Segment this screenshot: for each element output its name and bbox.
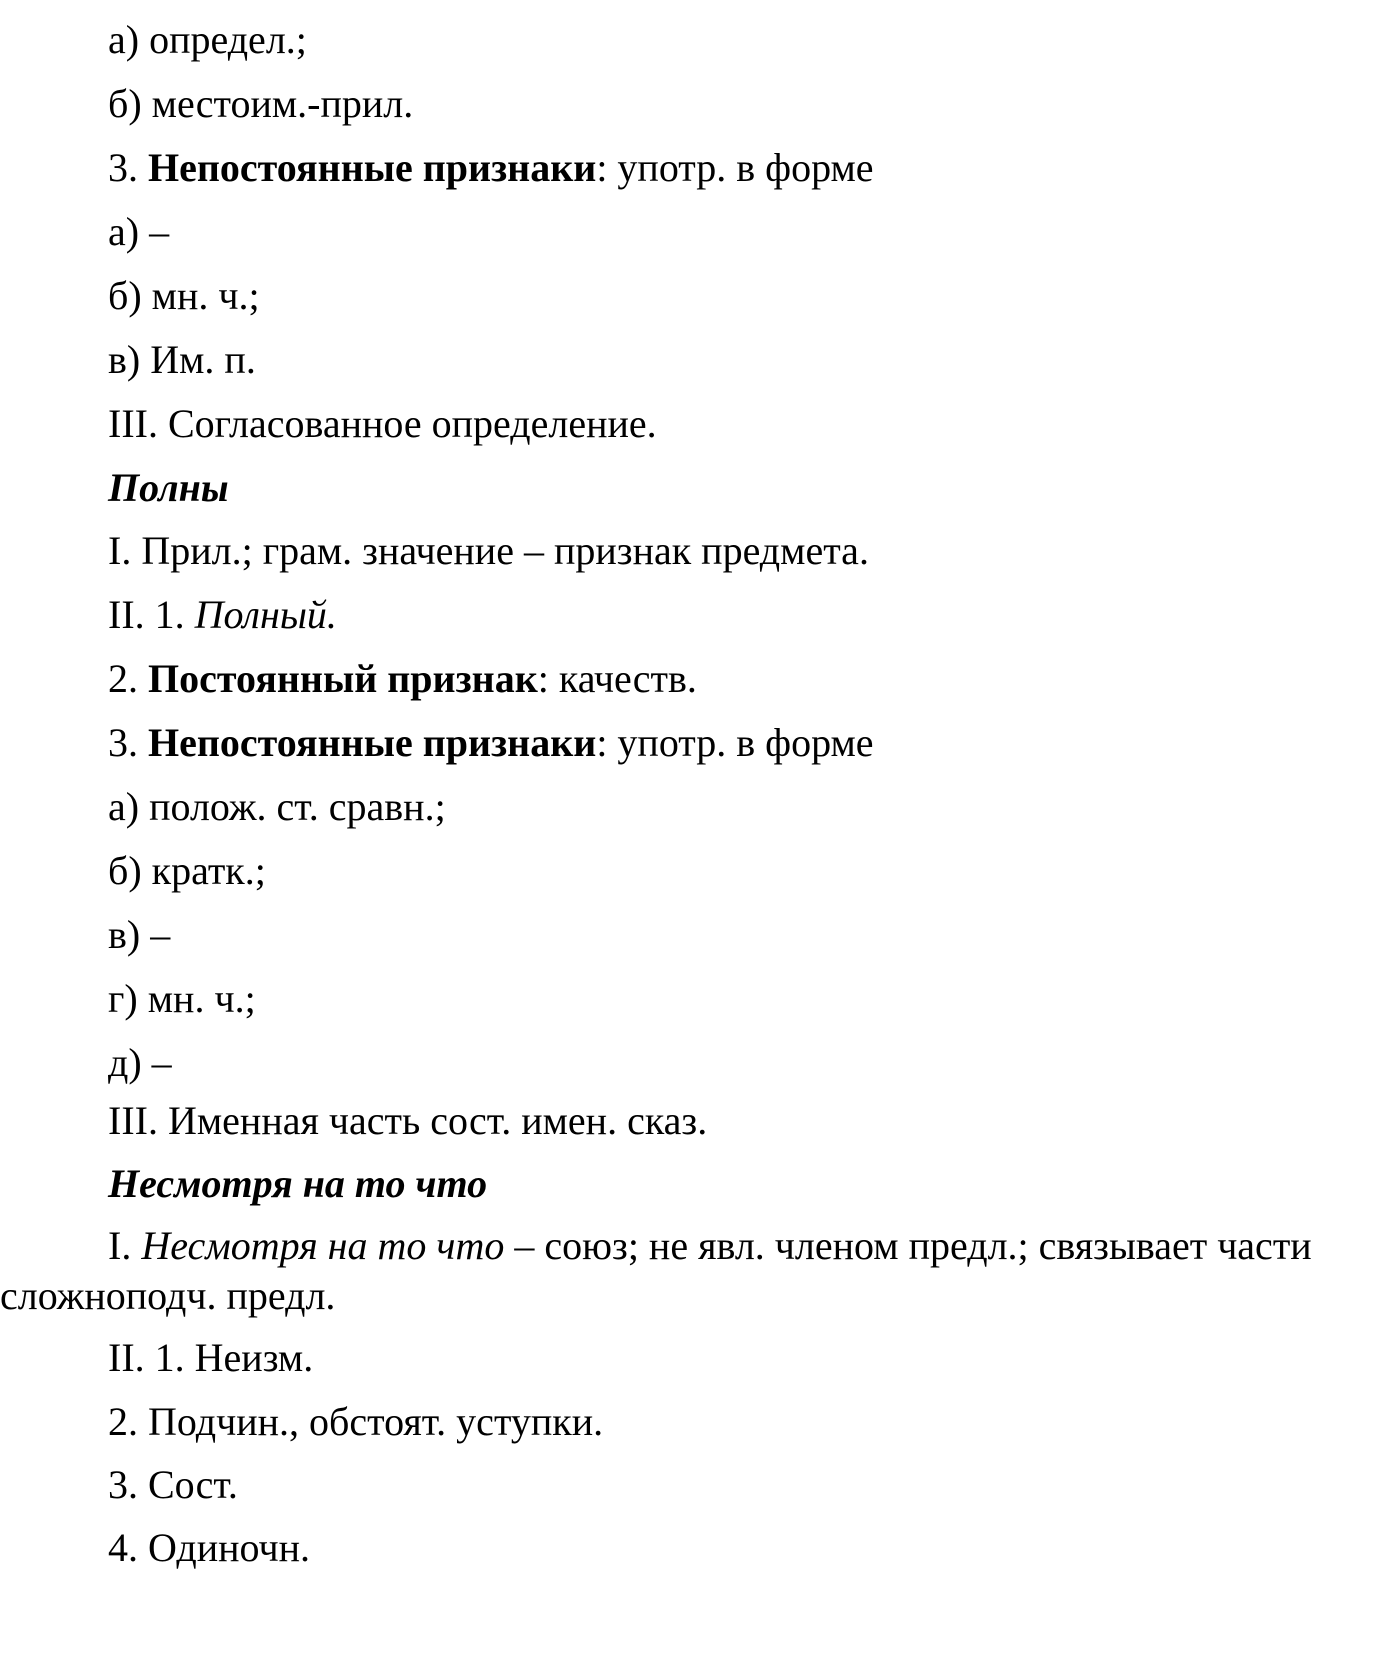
text-segment: б) кратк.;: [108, 848, 266, 893]
italic-text-segment: Несмотря на то что: [141, 1223, 505, 1268]
bold-text-segment: Постоянный признак: [148, 656, 538, 701]
text-segment: : качеств.: [537, 656, 697, 701]
text-line: [108, 1039, 172, 1087]
text-line: [108, 1160, 487, 1208]
text-line: [108, 975, 256, 1023]
text-line: [108, 1461, 238, 1509]
text-segment: д) –: [108, 1040, 172, 1085]
text-segment: I. Прил.; грам. значение – признак предмета.: [108, 528, 869, 573]
text-segment: I.: [108, 1223, 142, 1268]
text-segment: : употр. в форме: [596, 720, 874, 765]
text-segment: а) полож. ст. сравн.;: [108, 784, 446, 829]
bolditalic-text-segment: Полны: [108, 465, 229, 510]
text-line: [108, 719, 874, 767]
text-line: [108, 1398, 603, 1446]
text-line: [108, 527, 869, 575]
text-segment: 2.: [108, 656, 148, 701]
text-segment: сложноподч. предл.: [0, 1273, 336, 1318]
text-line: [0, 1272, 335, 1320]
text-segment: в) Им. п.: [108, 337, 256, 382]
text-line: [108, 783, 446, 831]
text-line: [108, 400, 657, 448]
text-segment: III. Именная часть сост. имен. сказ.: [108, 1098, 708, 1143]
text-line: [108, 847, 266, 895]
text-segment: г) мн. ч.;: [108, 976, 256, 1021]
text-line: [108, 80, 413, 128]
text-segment: 3.: [108, 145, 148, 190]
text-line: [108, 208, 169, 256]
italic-text-segment: Полный.: [194, 592, 337, 637]
text-line: [108, 1222, 1312, 1270]
text-segment: а) определ.;: [108, 17, 307, 62]
text-line: [108, 272, 260, 320]
text-segment: 3. Сост.: [108, 1462, 238, 1507]
text-line: [108, 464, 229, 512]
bold-text-segment: Непостоянные признаки: [148, 720, 597, 765]
text-segment: а) –: [108, 209, 170, 254]
text-line: [108, 336, 256, 384]
text-segment: : употр. в форме: [596, 145, 874, 190]
bolditalic-text-segment: Несмотря на то что: [108, 1161, 488, 1206]
text-line: [108, 16, 307, 64]
text-segment: 2. Подчин., обстоят. уступки.: [108, 1399, 604, 1444]
text-segment: II. 1.: [108, 592, 195, 637]
text-segment: б) местоим.-прил.: [108, 81, 414, 126]
text-segment: в) –: [108, 912, 171, 957]
text-line: [108, 655, 697, 703]
text-line: [108, 911, 170, 959]
text-segment: III. Согласованное определение.: [108, 401, 657, 446]
bold-text-segment: Непостоянные признаки: [148, 145, 597, 190]
text-segment: – союз; не явл. членом предл.; связывает части: [504, 1223, 1312, 1268]
text-segment: II. 1. Неизм.: [108, 1335, 314, 1380]
text-segment: 3.: [108, 720, 148, 765]
text-segment: б) мн. ч.;: [108, 273, 260, 318]
text-line: [108, 1097, 707, 1145]
text-line: [108, 144, 874, 192]
text-line: [108, 591, 337, 639]
text-line: [108, 1334, 313, 1382]
text-segment: 4. Одиночн.: [108, 1525, 311, 1570]
text-line: [108, 1524, 310, 1572]
